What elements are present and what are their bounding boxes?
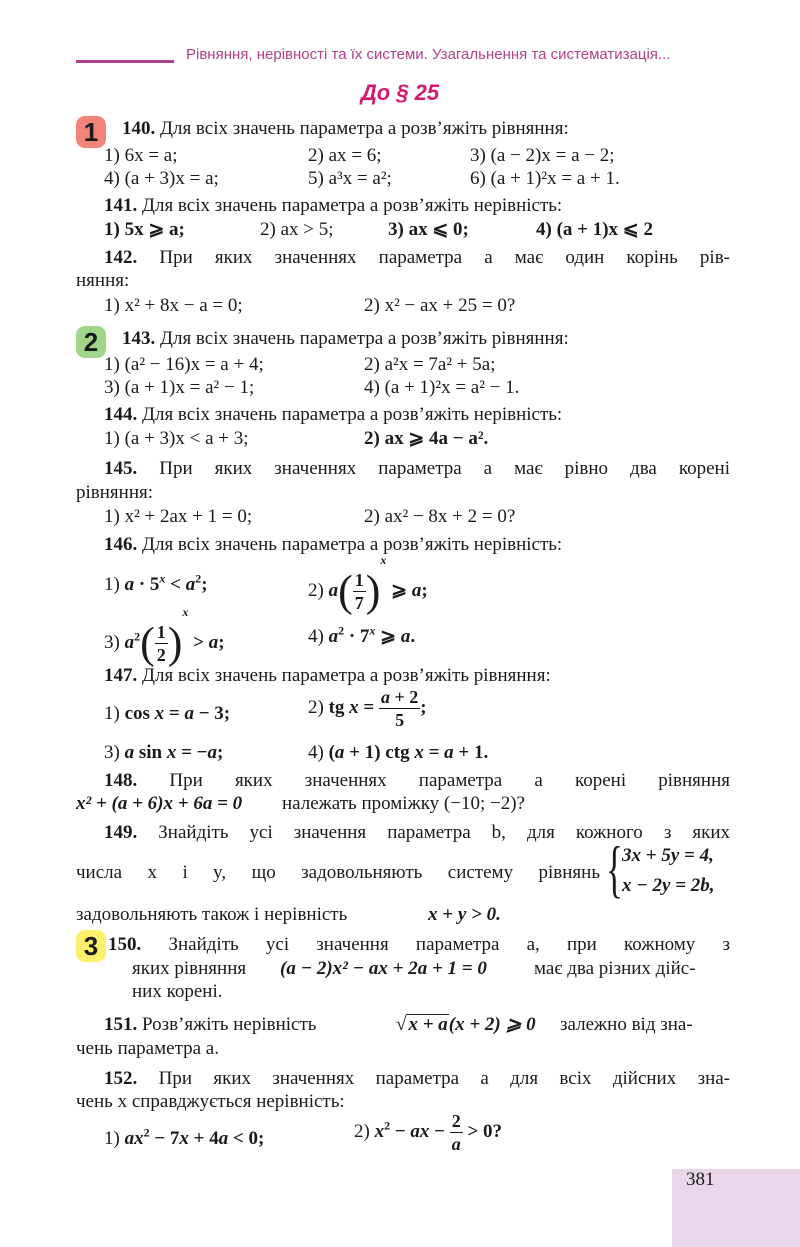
problem-150-text-2b: має два різних дійс-: [534, 958, 696, 979]
problem-143-text: Для всіх значень параметра a розв’яжіть рівняння:: [160, 328, 569, 349]
problem-142: 142. При яких значеннях параметра a має один корінь рів-: [104, 247, 730, 268]
system-equation-2: x − 2y = 2b,: [622, 875, 715, 896]
page-number-tab: [672, 1169, 800, 1247]
problem-149-system: [606, 833, 736, 905]
problem-140: 140. Для всіх значень параметра a розв’яжіть рівняння:: [122, 118, 569, 139]
header-rule: [76, 60, 174, 63]
problem-152-text: При яких значеннях параметра a для всіх дійсних зна-: [158, 1068, 731, 1089]
running-title: Рівняння, нерівності та їх системи. Узагальнення та систематизація...: [186, 46, 671, 63]
problem-151: 151. Розв’яжіть нерівність √ x + a(x + 2) ⩾ 0 залежно від зна-: [76, 1012, 730, 1038]
problem-147-row-2: 3) a sin x = −a; 4) (a + 1) ctg x = a + 1.: [104, 742, 489, 763]
problem-141-item-3: 3) ax ⩽ 0;: [388, 219, 469, 240]
problem-144-row: [76, 426, 730, 452]
problem-150-equation: (a − 2)x² − ax + 2a + 1 = 0: [280, 958, 487, 979]
problem-148-interval-text: належать проміжку (−10; −2)?: [282, 793, 525, 814]
problem-141-item-2: 2) ax > 5;: [260, 219, 334, 240]
problem-145-text: При яких значеннях параметра a має рівно два корені: [159, 458, 731, 479]
problem-140-item-3: 3) (a − 2)x = a − 2;: [470, 145, 615, 166]
system-equation-1: 3x + 5y = 4,: [622, 845, 714, 866]
problem-149-line-3: [76, 902, 730, 928]
problem-147-item-1: 1) cos x = a − 3;: [104, 703, 231, 724]
problem-150: 150. Знайдіть усі значення параметра a, при кожному з: [108, 934, 731, 955]
problem-141-item-4: 4) (a + 1)x ⩽ 2: [536, 219, 653, 240]
system-brace: {: [606, 833, 623, 904]
problem-147: 147. Для всіх значень параметра a розв’яжіть рівняння:: [104, 665, 551, 686]
problem-145-item-1: 1) x² + 2ax + 1 = 0;: [104, 506, 253, 527]
problem-144-item-1: 1) (a + 3)x < a + 3;: [104, 428, 249, 449]
problem-141-row: [76, 217, 730, 243]
problem-140-item-2: 2) ax = 6;: [308, 145, 382, 166]
problem-144: 144. Для всіх значень параметра a розв’яжіть нерівність:: [104, 404, 563, 425]
problem-151-text-2: чень параметра a.: [76, 1038, 219, 1059]
problem-143-row-2: [76, 375, 730, 401]
problem-142-row: [76, 293, 730, 319]
problem-144-text: Для всіх значень параметра a розв’яжіть нерівність:: [142, 404, 563, 425]
problem-140-item-4: 4) (a + 3)x = a;: [104, 168, 219, 189]
problem-146-item-2: 2) a( $\frac{1}{7}$ )$^x$ ⩾ a;: [308, 553, 428, 616]
section-title: До § 25: [360, 80, 440, 105]
problem-151-text-1b: залежно від зна-: [560, 1014, 693, 1035]
problem-141-text: Для всіх значень параметра a розв’яжіть нерівність:: [142, 195, 563, 216]
problem-140-item-6: 6) (a + 1)²x = a + 1.: [470, 168, 620, 189]
problem-146-item-1: 1) $a \cdot 5^x < a^2$;: [104, 571, 208, 595]
problem-152-text-2: чень x справджується нерівність:: [76, 1091, 345, 1112]
running-header: [76, 44, 736, 72]
problem-147-item-2: 2) tg x = $\frac{a + 2}{5}$ ;: [308, 687, 427, 730]
problem-145: 145. При яких значеннях параметра a має рівно два корені: [104, 458, 731, 479]
problem-146: 146. Для всіх значень параметра a розв’яжіть нерівність:: [104, 534, 563, 555]
problem-150-text-2a: яких рівняння: [132, 958, 247, 979]
problem-142-item-1: 1) x² + 8x − a = 0;: [104, 295, 243, 316]
problem-140-text: Для всіх значень параметра a розв’яжіть рівняння:: [160, 118, 569, 139]
problem-143-item-1: 1) (a² − 16)x = a + 4;: [104, 354, 264, 375]
problem-148-line-2: [76, 791, 730, 817]
problem-148-text: При яких значеннях параметра a корені рівняння: [169, 770, 730, 791]
problem-149-text-2: числа x і y, що задовольняють систему рівнянь: [76, 862, 600, 883]
problem-141-item-1: 1) 5x ⩾ a;: [104, 219, 185, 240]
problem-152-item-1: 1) $ax^2 - 7x + 4a < 0$;: [104, 1125, 265, 1149]
problem-140-item-5: 5) a³x = a²;: [308, 168, 392, 189]
problem-143: 143. Для всіх значень параметра a розв’яжіть рівняння:: [122, 328, 569, 349]
problem-152: 152. При яких значеннях параметра a для всіх дійсних зна-: [104, 1068, 731, 1089]
problem-142-item-2: 2) x² − ax + 25 = 0?: [364, 295, 516, 316]
problem-146-text: Для всіх значень параметра a розв’яжіть нерівність:: [142, 534, 563, 555]
level-2-badge: 2: [76, 326, 106, 358]
problem-148-equation: x² + (a + 6)x + 6a = 0: [76, 793, 243, 814]
problem-143-item-4: 4) (a + 1)²x = a² − 1.: [364, 377, 520, 398]
problem-142-text: При яких значеннях параметра a має один корінь рів-: [159, 247, 730, 268]
problem-149: 149. Знайдіть усі значення параметра b, для кожного з яких: [104, 822, 730, 843]
problem-146-item-4: 4) $a^2 \cdot 7^x$ ⩾ a.: [308, 623, 416, 647]
problem-150-text-3: них корені.: [132, 981, 223, 1002]
problem-144-item-2: 2) ax ⩾ 4a − a².: [364, 428, 489, 449]
problem-145-item-2: 2) ax² − 8x + 2 = 0?: [364, 506, 516, 527]
problem-145-row: [76, 504, 730, 530]
problem-140-item-1: 1) 6x = a;: [104, 145, 178, 166]
problem-149-inequality: x + y > 0.: [428, 904, 501, 925]
problem-143-item-3: 3) (a + 1)x = a² − 1;: [104, 377, 255, 398]
problem-151-inequality: √ x + a(x + 2) ⩾ 0: [396, 1014, 536, 1035]
page-number: 381: [686, 1169, 715, 1190]
problem-142-text-cont: няння:: [76, 270, 130, 291]
problem-145-text-cont: рівняння:: [76, 482, 154, 503]
level-1-badge: 1: [76, 116, 106, 148]
problem-140-row-2: [76, 166, 730, 192]
problem-143-item-2: 2) a²x = 7a² + 5a;: [364, 354, 496, 375]
problem-141: 141. Для всіх значень параметра a розв’яжіть нерівність:: [104, 195, 563, 216]
problem-151-text-1a: Розв’яжіть нерівність: [142, 1014, 317, 1035]
problem-146-item-3: 3) $a^2$( $\frac{1}{2}$ )$^x$ > a;: [104, 605, 225, 668]
problem-152-item-2: 2) $x^2$ − ax − $\frac{2}{a}$ > 0?: [354, 1111, 503, 1154]
problem-149-text-3: задовольняють також і нерівність: [76, 904, 348, 925]
problem-148: 148. При яких значеннях параметра a корені рівняння: [104, 770, 730, 791]
problem-149-text: Знайдіть усі значення параметра b, для кожного з яких: [158, 822, 730, 843]
level-3-badge: 3: [76, 930, 106, 962]
problem-147-text: Для всіх значень параметра a розв’яжіть рівняння:: [142, 665, 551, 686]
problem-150-text: Знайдіть усі значення параметра a, при кожному з: [168, 934, 731, 955]
